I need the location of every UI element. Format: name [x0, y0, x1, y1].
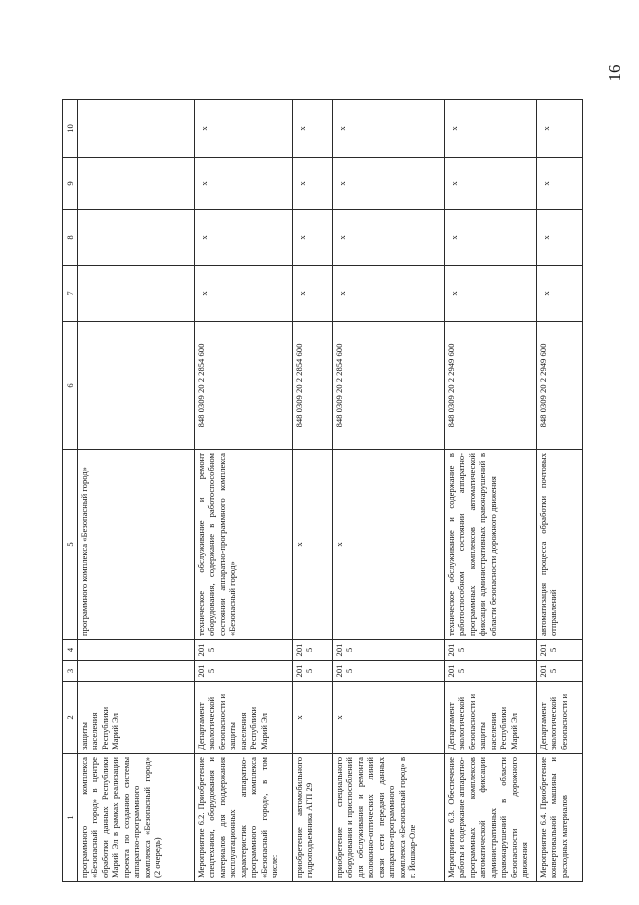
- result-cell: техническое обслуживание и содержание в работоспособном состоянии аппаратно-программных комплексов автоматической фиксации административных правонарушений в области безопасности дорожного движения: [445, 450, 537, 640]
- indicator-cell: х: [333, 266, 445, 322]
- budget-code-cell: [78, 322, 195, 450]
- executor-cell: Департамент экологической безопасности и: [537, 682, 583, 754]
- budget-code-cell: 848 0309 20 2 2854 600: [333, 322, 445, 450]
- table-row: [195, 100, 293, 882]
- indicator-cell: х: [195, 158, 293, 210]
- executor-cell: х: [293, 682, 333, 754]
- indicator-cell: [78, 158, 195, 210]
- indicator-cell: [78, 266, 195, 322]
- indicator-cell: [78, 210, 195, 266]
- end-year-cell: 2015: [333, 640, 445, 661]
- column-number: 2: [63, 682, 78, 754]
- program-measures-table: [62, 99, 583, 882]
- column-number: 9: [63, 158, 78, 210]
- column-number: 6: [63, 322, 78, 450]
- start-year-cell: 2015: [293, 661, 333, 682]
- indicator-cell: х: [195, 100, 293, 158]
- end-year-cell: 2015: [445, 640, 537, 661]
- column-number: 8: [63, 210, 78, 266]
- indicator-cell: х: [333, 158, 445, 210]
- result-cell: х: [293, 450, 333, 640]
- indicator-cell: х: [333, 100, 445, 158]
- measure-cell: Мероприятие 6.4. Приобретение конвертовальной машины и расходных материалов: [537, 754, 583, 882]
- start-year-cell: 2015: [333, 661, 445, 682]
- indicator-cell: х: [293, 100, 333, 158]
- executor-cell: Департамент экологической безопасности и защиты населения Республики Марий Эл: [195, 682, 293, 754]
- budget-code-cell: 848 0309 20 2 2854 600: [195, 322, 293, 450]
- start-year-cell: 2015: [445, 661, 537, 682]
- executor-cell: х: [333, 682, 445, 754]
- table-row: [445, 100, 537, 882]
- result-cell: программного комплекса «Безопасный город»: [78, 450, 195, 640]
- budget-code-cell: 848 0309 20 2 2949 600: [445, 322, 537, 450]
- table-row: [537, 100, 583, 882]
- start-year-cell: 2015: [195, 661, 293, 682]
- indicator-cell: х: [445, 158, 537, 210]
- budget-code-cell: 848 0309 20 2 2949 600: [537, 322, 583, 450]
- column-number: 1: [63, 754, 78, 882]
- column-number-row: [63, 100, 78, 882]
- start-year-cell: 2015: [537, 661, 583, 682]
- indicator-cell: х: [537, 266, 583, 322]
- table-row: [293, 100, 333, 882]
- result-cell: техническое обслуживание и ремонт оборудования, содержание в работоспособном состоянии аппаратно-программного комплекса «Безопасный город»: [195, 450, 293, 640]
- indicator-cell: х: [333, 210, 445, 266]
- indicator-cell: [78, 100, 195, 158]
- measure-cell: Мероприятие 6.2. Приобретение спецтехники, оборудования и материалов для поддержания эксплуатационных характеристик аппаратно-программного комплекса «Безопасный город», в том числе:: [195, 754, 293, 882]
- measure-cell: приобретение автомобильного гидроподъемника АГП 29: [293, 754, 333, 882]
- result-cell: х: [333, 450, 445, 640]
- indicator-cell: х: [537, 100, 583, 158]
- page-number: 16: [605, 64, 624, 82]
- rotated-table-container: [62, 100, 582, 882]
- end-year-cell: 2015: [293, 640, 333, 661]
- column-number: 3: [63, 661, 78, 682]
- indicator-cell: х: [195, 266, 293, 322]
- result-cell: автоматизация процесса обработки почтовых отправлений: [537, 450, 583, 640]
- column-number: 10: [63, 100, 78, 158]
- measure-cell: приобретение специального оборудования и приспособлений для обслуживания и ремонта волоконно-оптических линий связи сети передачи данных аппаратно-программного комплекса «Безопасный город» в г. Йошкар-Оле: [333, 754, 445, 882]
- indicator-cell: х: [537, 210, 583, 266]
- indicator-cell: х: [537, 158, 583, 210]
- indicator-cell: х: [445, 266, 537, 322]
- indicator-cell: х: [293, 158, 333, 210]
- end-year-cell: 2015: [195, 640, 293, 661]
- column-number: 5: [63, 450, 78, 640]
- indicator-cell: х: [195, 210, 293, 266]
- indicator-cell: х: [293, 266, 333, 322]
- budget-code-cell: 848 0309 20 2 2854 600: [293, 322, 333, 450]
- indicator-cell: х: [445, 210, 537, 266]
- end-year-cell: 2015: [537, 640, 583, 661]
- executor-cell: защиты населения Республики Марий Эл: [78, 682, 195, 754]
- measure-cell: программного комплекса «Безопасный город» в центре обработки данных Республики Марий Эл в рамках реализации проекта по созданию системы аппаратно-программного комплекса «Безопасный город» (2 очередь): [78, 754, 195, 882]
- column-number: 7: [63, 266, 78, 322]
- executor-cell: Департамент экологической безопасности и защиты населения Республики Марий Эл: [445, 682, 537, 754]
- end-year-cell: [78, 640, 195, 661]
- indicator-cell: х: [445, 100, 537, 158]
- table-row: [333, 100, 445, 882]
- indicator-cell: х: [293, 210, 333, 266]
- table-row: [78, 100, 195, 882]
- column-number: 4: [63, 640, 78, 661]
- start-year-cell: [78, 661, 195, 682]
- measure-cell: Мероприятие 6.3. Обеспечение работы и содержание аппаратно-программных комплексов автоматической фиксации административных правонарушений в области безопасности дорожного движения: [445, 754, 537, 882]
